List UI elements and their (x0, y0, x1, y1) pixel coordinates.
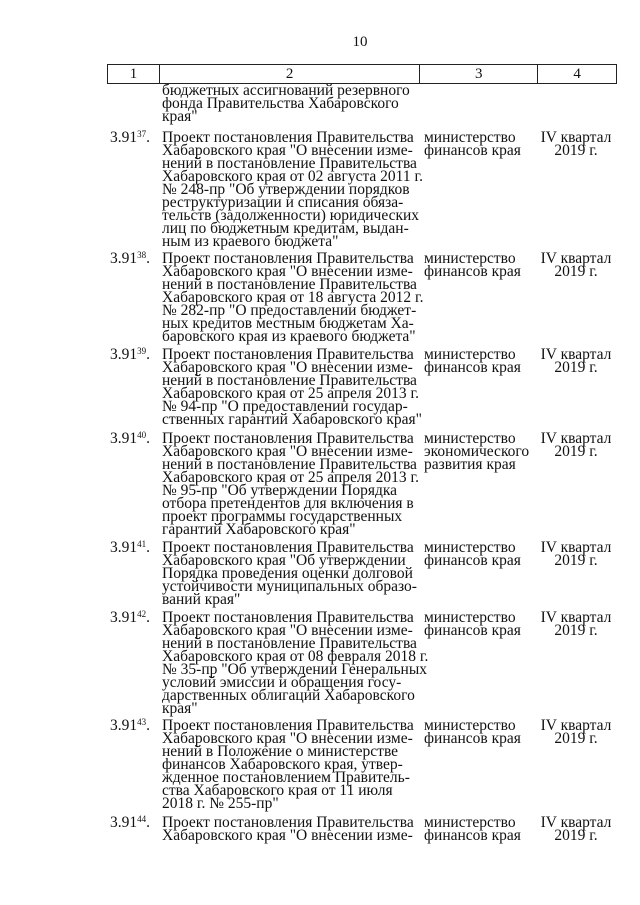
text-line: нений в Положение о министерстве (162, 743, 399, 760)
text-line: № 248-пр "Об утверждении порядков (162, 181, 410, 198)
text-line: Хабаровского края "О внесении изме- (162, 142, 413, 159)
text-line: IV квартал (540, 814, 612, 831)
text-line: ства Хабаровского края от 11 июля (162, 782, 393, 799)
item-term (536, 252, 616, 278)
text-line: Хабаровского края "О внесении изме- (162, 827, 413, 844)
text-line: устойчивости муниципальных образо- (162, 578, 417, 595)
text-line: жденное постановлением Правитель- (162, 769, 410, 786)
text-line: № 282-пр "О предоставлении бюджет- (162, 302, 417, 319)
text-line: Проект постановления Правительства (162, 250, 414, 267)
text-line: ственных гарантий Хабаровского края" (162, 411, 422, 428)
item-number: 3.91$^{44}$. (110, 814, 150, 831)
text-line: министерство (424, 430, 516, 447)
text-line: министерство (424, 129, 516, 146)
item-executor (424, 816, 536, 842)
item-number: 3.91$^{41}$. (110, 539, 150, 556)
text-line: экономического (424, 443, 530, 460)
item-executor (424, 541, 536, 567)
text-line: Проект постановления Правительства (162, 129, 414, 146)
text-line: IV квартал (540, 717, 612, 734)
text-line: 2019 г. (554, 443, 598, 460)
text-line: тельств (задолженности) юридических (162, 207, 420, 224)
item-number-main: 3.91 (110, 346, 138, 363)
text-line: нений в постановление Правительства (162, 372, 417, 389)
item-term (536, 432, 616, 458)
text-line: № 95-пр "Об утверждении Порядка (162, 482, 398, 499)
text-line: министерство (424, 609, 516, 626)
text-line: министерство (424, 539, 516, 556)
item-description (162, 129, 423, 250)
text-line: 2019 г. (554, 730, 598, 747)
text-line: 2019 г. (554, 827, 598, 844)
item-term (536, 131, 616, 157)
text-line: Проект постановления Правительства (162, 539, 414, 556)
item-term (536, 611, 616, 637)
text-line: Хабаровского края "О внесении изме- (162, 730, 413, 747)
item-number-sup: 42 (137, 609, 147, 619)
text-line: нений в постановление Правительства (162, 456, 417, 473)
item-executor (424, 611, 536, 637)
text-line: IV квартал (540, 346, 612, 363)
item-number-main: 3.91 (110, 717, 138, 734)
text-line: нений в постановление Правительства (162, 276, 417, 293)
item-number: 3.91$^{37}$. (110, 129, 150, 146)
item-number-main: 3.91 (110, 129, 138, 146)
text-line: реструктуризации и списания обяза- (162, 194, 404, 211)
text-line: Проект постановления Правительства (162, 814, 414, 831)
item-number-main: 3.91 (110, 814, 138, 831)
text-line: 2018 г. № 255-пр" (162, 795, 279, 812)
item-description (162, 719, 420, 810)
text-line: ных кредитов местным бюджетам Ха- (162, 315, 414, 332)
item-executor (424, 719, 536, 745)
text-line: 2019 г. (554, 552, 598, 569)
item-number: 3.91$^{40}$. (110, 430, 150, 447)
item-number-main: 3.91 (110, 609, 138, 626)
text-line: финансов Хабаровского края, утвер- (162, 756, 403, 773)
text-line: Проект постановления Правительства (162, 430, 414, 447)
item-description (162, 541, 420, 606)
text-line: фонда Правительства Хабаровского (162, 95, 399, 112)
text-line: края" (162, 108, 198, 125)
text-line: проект программы государственных (162, 508, 403, 525)
text-line: финансов края (424, 263, 521, 280)
text-line: 2019 г. (554, 263, 598, 280)
item-number-main: 3.91 (110, 539, 138, 556)
text-line: Хабаровского края "О внесении изме- (162, 443, 413, 460)
text-line: Проект постановления Правительства (162, 609, 414, 626)
item-executor (424, 131, 536, 157)
text-line: финансов края (424, 827, 521, 844)
item-number-sup: 43 (137, 717, 147, 727)
table-header (107, 64, 617, 84)
item-number: 3.91$^{38}$. (110, 250, 150, 267)
text-line: Хабаровского края "О внесении изме- (162, 263, 413, 280)
text-line: Хабаровского края от 08 февраля 2018 г. (162, 648, 429, 665)
item-number: 3.91$^{39}$. (110, 346, 150, 363)
text-line: IV квартал (540, 129, 612, 146)
page-number: 10 (352, 34, 368, 50)
text-line: 2019 г. (554, 622, 598, 639)
text-line: отбора претендентов для включения в (162, 495, 414, 512)
text-line: Порядка проведения оценки долговой (162, 565, 413, 582)
text-line: № 94-пр "О предоставлении государ- (162, 398, 408, 415)
text-line: Хабаровского края от 25 апреля 2013 г. (162, 385, 419, 402)
text-line: финансов края (424, 730, 521, 747)
item-term (536, 541, 616, 567)
text-line: IV квартал (540, 609, 612, 626)
item-executor (424, 252, 536, 278)
text-line: Хабаровского края "О внесении изме- (162, 622, 413, 639)
item-executor (424, 432, 536, 471)
text-line: финансов края (424, 142, 521, 159)
text-line: Хабаровского края "Об утверждении (162, 552, 406, 569)
text-line: Проект постановления Правительства (162, 717, 414, 734)
text-line: 2019 г. (554, 359, 598, 376)
item-number-sup: 44 (137, 814, 147, 824)
text-line: Хабаровского края от 18 августа 2012 г. (162, 289, 424, 306)
item-number: 3.91$^{42}$. (110, 609, 150, 626)
item-number: 3.91$^{43}$. (110, 717, 150, 734)
text-line: Хабаровского края от 02 августа 2011 г. (162, 168, 423, 185)
text-line: 2019 г. (554, 142, 598, 159)
header-col-2: 2 (160, 65, 420, 83)
text-line: № 35-пр "Об утверждении Генеральных (162, 661, 428, 678)
text-line: гарантий Хабаровского края" (162, 521, 356, 538)
text-line: баровского края из краевого бюджета" (162, 328, 416, 345)
item-description (162, 816, 420, 842)
text-line: нений в постановление Правительства (162, 635, 417, 652)
item-term (536, 816, 616, 842)
text-line: министерство (424, 250, 516, 267)
text-line: нений в постановление Правительства (162, 155, 417, 172)
item-term (536, 348, 616, 374)
item-description (162, 432, 420, 536)
text-line: финансов края (424, 552, 521, 569)
item-number-sup: 38 (137, 250, 147, 260)
item-description (162, 348, 420, 426)
item-number-main: 3.91 (110, 430, 138, 447)
item-number-main: 3.91 (110, 250, 138, 267)
item-number-sup: 41 (137, 539, 147, 549)
continuation-text (162, 84, 420, 123)
item-executor (424, 348, 536, 374)
text-line: лиц по бюджетным кредитам, выдан- (162, 220, 409, 237)
text-line: министерство (424, 717, 516, 734)
text-line: Проект постановления Правительства (162, 346, 414, 363)
item-term (536, 719, 616, 745)
header-col-1: 1 (108, 65, 160, 83)
text-line: дарственных облигаций Хабаровского (162, 687, 415, 704)
text-line: ным из краевого бюджета" (162, 233, 339, 250)
text-line: условий эмиссии и обращения госу- (162, 674, 402, 691)
text-line: развития края (424, 456, 516, 473)
text-line: финансов края (424, 622, 521, 639)
item-number-sup: 39 (137, 346, 147, 356)
text-line: ваний края" (162, 591, 241, 608)
text-line: Хабаровского края от 25 апреля 2013 г. (162, 469, 419, 486)
header-col-3: 3 (420, 65, 538, 83)
text-line: министерство (424, 814, 516, 831)
text-line: финансов края (424, 359, 521, 376)
item-description (162, 609, 429, 717)
text-line: IV квартал (540, 539, 612, 556)
text-line: края" (162, 700, 198, 717)
item-number-sup: 37 (137, 129, 147, 139)
text-line: министерство (424, 346, 516, 363)
item-description (162, 250, 424, 345)
text-line: IV квартал (540, 250, 612, 267)
header-col-4: 4 (573, 66, 581, 82)
text-line: бюджетных ассигнований резервного (162, 82, 410, 99)
text-line: Хабаровского края "О внесении изме- (162, 359, 413, 376)
item-number-sup: 40 (137, 430, 147, 440)
text-line: IV квартал (540, 430, 612, 447)
